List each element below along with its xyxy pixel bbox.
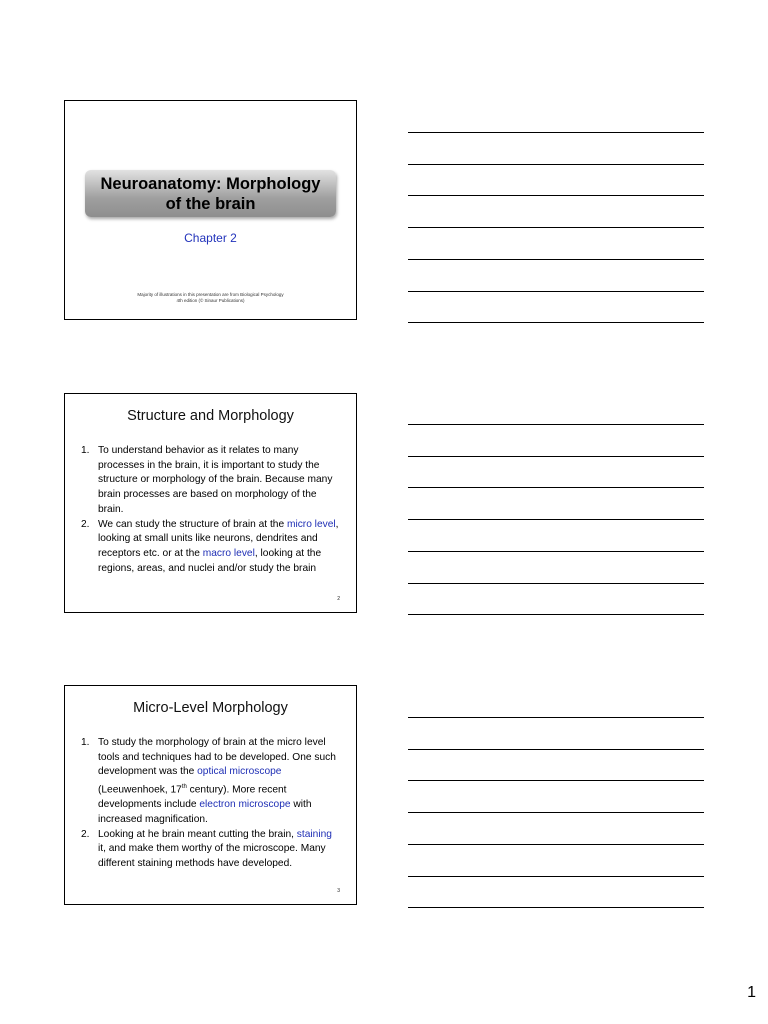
list-text-part: To study the morphology of brain at the micro level tools and techniques had to be developed. One such development was the bbox=[98, 737, 336, 778]
list-number: 1. bbox=[81, 445, 90, 456]
list-item bbox=[81, 828, 340, 872]
note-line bbox=[408, 487, 704, 488]
highlight-term: optical microscope bbox=[197, 766, 282, 778]
list-item bbox=[81, 736, 340, 828]
note-line bbox=[408, 812, 704, 813]
list-number: 2. bbox=[81, 828, 90, 840]
slide-number: 3 bbox=[337, 888, 340, 894]
list-text-part: , looking at small units like neurons, dendrites and receptors etc. or at the bbox=[98, 518, 339, 559]
note-line bbox=[408, 456, 704, 457]
list-item bbox=[81, 444, 340, 518]
note-line bbox=[408, 583, 704, 584]
credit-line-2: 4th edition (© Sinaur Publications) bbox=[176, 298, 245, 303]
slide-1-subtitle: Chapter 2 bbox=[184, 231, 237, 245]
list-number: 2. bbox=[81, 518, 90, 530]
superscript: th bbox=[181, 784, 187, 791]
slide-1 bbox=[64, 100, 357, 320]
list-text-part: We can study the structure of brain at the bbox=[98, 518, 287, 530]
list-number: 1. bbox=[81, 737, 90, 748]
note-line bbox=[408, 322, 704, 323]
page-number: 1 bbox=[747, 984, 756, 1001]
list-item bbox=[81, 518, 340, 577]
slide-1-credit bbox=[105, 292, 316, 304]
slide-3-list bbox=[81, 736, 340, 872]
note-line bbox=[408, 614, 704, 615]
note-line bbox=[408, 749, 704, 750]
note-line bbox=[408, 424, 704, 425]
slide-1-title: Neuroanatomy: Morphology of the brain bbox=[85, 170, 336, 217]
note-line bbox=[408, 907, 704, 908]
note-line bbox=[408, 164, 704, 165]
credit-line-1: Majority of illustrations in this presentation are from Biological Psychology bbox=[137, 292, 284, 297]
note-line bbox=[408, 195, 704, 196]
list-text-part: Looking at he brain meant cutting the brain, bbox=[98, 828, 297, 840]
highlight-term: macro level bbox=[202, 547, 255, 559]
list-text-part: it, and make them worthy of the microscope. Many different staining methods have developed. bbox=[98, 843, 326, 870]
slide-2-list bbox=[81, 444, 340, 576]
slide-number: 2 bbox=[337, 596, 340, 602]
slide-2 bbox=[64, 393, 357, 613]
note-line bbox=[408, 844, 704, 845]
note-line bbox=[408, 717, 704, 718]
slide-2-title: Structure and Morphology bbox=[127, 408, 294, 424]
highlight-term: staining bbox=[296, 828, 332, 840]
note-line bbox=[408, 132, 704, 133]
highlight-term: electron microscope bbox=[199, 799, 291, 811]
list-text-part: with increased magnification. bbox=[98, 799, 312, 825]
highlight-term: micro level bbox=[286, 518, 336, 530]
note-line bbox=[408, 227, 704, 228]
note-line bbox=[408, 291, 704, 292]
note-line bbox=[408, 551, 704, 552]
list-text-part: , looking at the regions, areas, and nuclei and/or study the brain bbox=[98, 547, 322, 574]
note-line bbox=[408, 780, 704, 781]
note-line bbox=[408, 259, 704, 260]
slide-3 bbox=[64, 685, 357, 905]
note-line bbox=[408, 876, 704, 877]
list-text-part: century). More recent developments include bbox=[98, 784, 287, 811]
slide-3-title: Micro-Level Morphology bbox=[133, 700, 288, 716]
list-text-part: (Leeuwenhoek, 17 bbox=[98, 784, 182, 796]
note-line bbox=[408, 519, 704, 520]
list-text: To understand behavior as it relates to many processes in the brain, it is important to study the structure or morphology of the brain. Because many brain processes are based on morphology of the brain. bbox=[98, 445, 333, 515]
